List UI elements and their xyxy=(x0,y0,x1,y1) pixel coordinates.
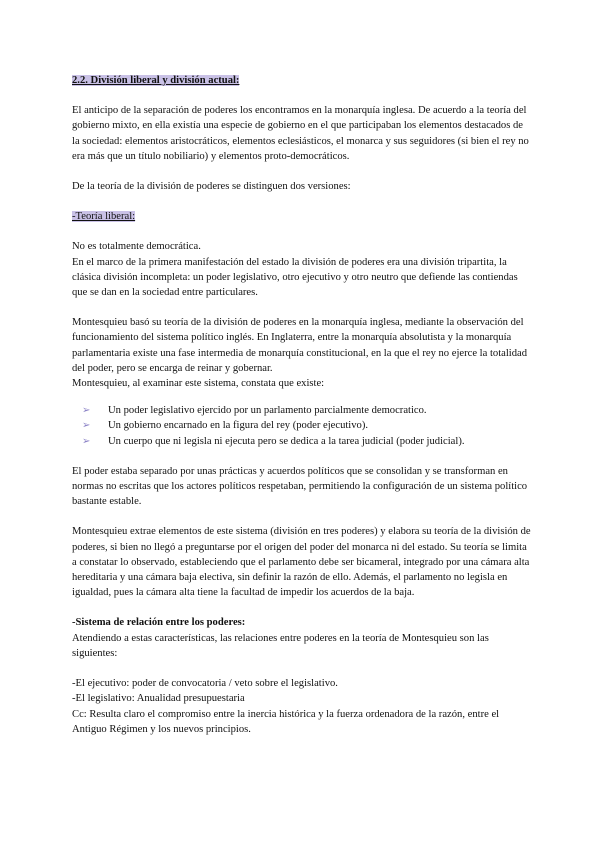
paragraph-not-democratic: No es totalmente democrática. xyxy=(72,241,201,253)
arrow-bullet-icon: ➢ xyxy=(82,405,91,417)
paragraph-montesquieu-theory: Montesquieu extrae elementos de este sistema (división en tres poderes) y elabora su teoría de la división de poderes, si bien no llegó a preguntarse por el origen del poder del monarca ni del estado. Su teoría se limita a constatar lo observado, estableciendo que el parlamento debe ser bicameral, integrado por una cámara alta hereditaria y una cámara baja electiva, sin definir la razón de ello. Además, el parlamento no legisla en igualdad, pues la cámara alta tiene la facultad de impedir los acuerdos de la baja. xyxy=(72,526,531,599)
paragraph-montesquieu-basis: Montesquieu basó su teoría de la división de poderes en la monarquía inglesa, mediante la observación del funcionamiento del sistema político inglés. En Inglaterra, entre la monarquía absolutista y la monarquía parlamentaria existe una fase intermedia de monarquía constitucional, en la que el rey no ejerce la totalidad del poder, pero se encarga de reinar y gobernar. xyxy=(72,317,528,374)
paragraph-legislativo: -El legislativo: Anualidad presupuestaria xyxy=(72,693,245,705)
section-title: 2.2. División liberal y división actual: xyxy=(72,75,240,86)
list-item: ➢ Un poder legislativo ejercido por un parlamento parcialmente democratico. xyxy=(82,403,532,418)
document-body xyxy=(72,73,532,737)
list-item: ➢ Un gobierno encarnado en la figura del rey (poder ejecutivo). xyxy=(82,418,532,433)
arrow-bullet-icon: ➢ xyxy=(82,420,91,432)
paragraph-separated-power: El poder estaba separado por unas prácticas y acuerdos políticos que se consolidan y se transforman en normas no escritas que los actores políticos respetaban, permitiendo la configuración de un sistema político bastante estable. xyxy=(72,465,528,508)
subtitle-sistema-relacion: -Sistema de relación entre los poderes: xyxy=(72,617,246,629)
subtitle-teoria-liberal: -Teoría liberal: xyxy=(72,211,136,223)
paragraph-conclusion: Cc: Resulta claro el compromiso entre la inercia histórica y la fuerza ordenadora de la razón, entre el Antiguo Régimen y los nuevos principios. xyxy=(72,708,500,735)
powers-list xyxy=(72,403,532,449)
paragraph-ejecutivo: -El ejecutivo: poder de convocatoria / veto sobre el legislativo. xyxy=(72,678,338,690)
paragraph-intro: El anticipo de la separación de poderes los encontramos en la monarquía inglesa. De acuerdo a la teoría del gobierno mixto, en ella existía una especie de gobierno en el que participaban los elementos destacados de la sociedad: elementos aristocráticos, elementos eclesiásticos, el monarca y sus seguidores (si bien el rey no era más que un título nobiliario) y elementos proto-democráticos. xyxy=(72,105,529,162)
paragraph-montesquieu-examines: Montesquieu, al examinar este sistema, constata que existe: xyxy=(72,378,325,390)
arrow-bullet-icon: ➢ xyxy=(82,435,91,447)
paragraph-versions: De la teoría de la división de poderes se distinguen dos versiones: xyxy=(72,181,351,193)
paragraph-tripartite: En el marco de la primera manifestación del estado la división de poderes era una división tripartita, la clásica división incompleta: un poder legislativo, otro ejecutivo y otro neutro que defiende las contiendas que se dan en la sociedad entre particulares. xyxy=(72,256,518,299)
paragraph-relations: Atendiendo a estas características, las relaciones entre poderes en la teoría de Montesquieu son las siguientes: xyxy=(72,632,489,659)
list-item: ➢ Un cuerpo que ni legisla ni ejecuta pero se dedica a la tarea judicial (poder judicial). xyxy=(82,434,532,449)
